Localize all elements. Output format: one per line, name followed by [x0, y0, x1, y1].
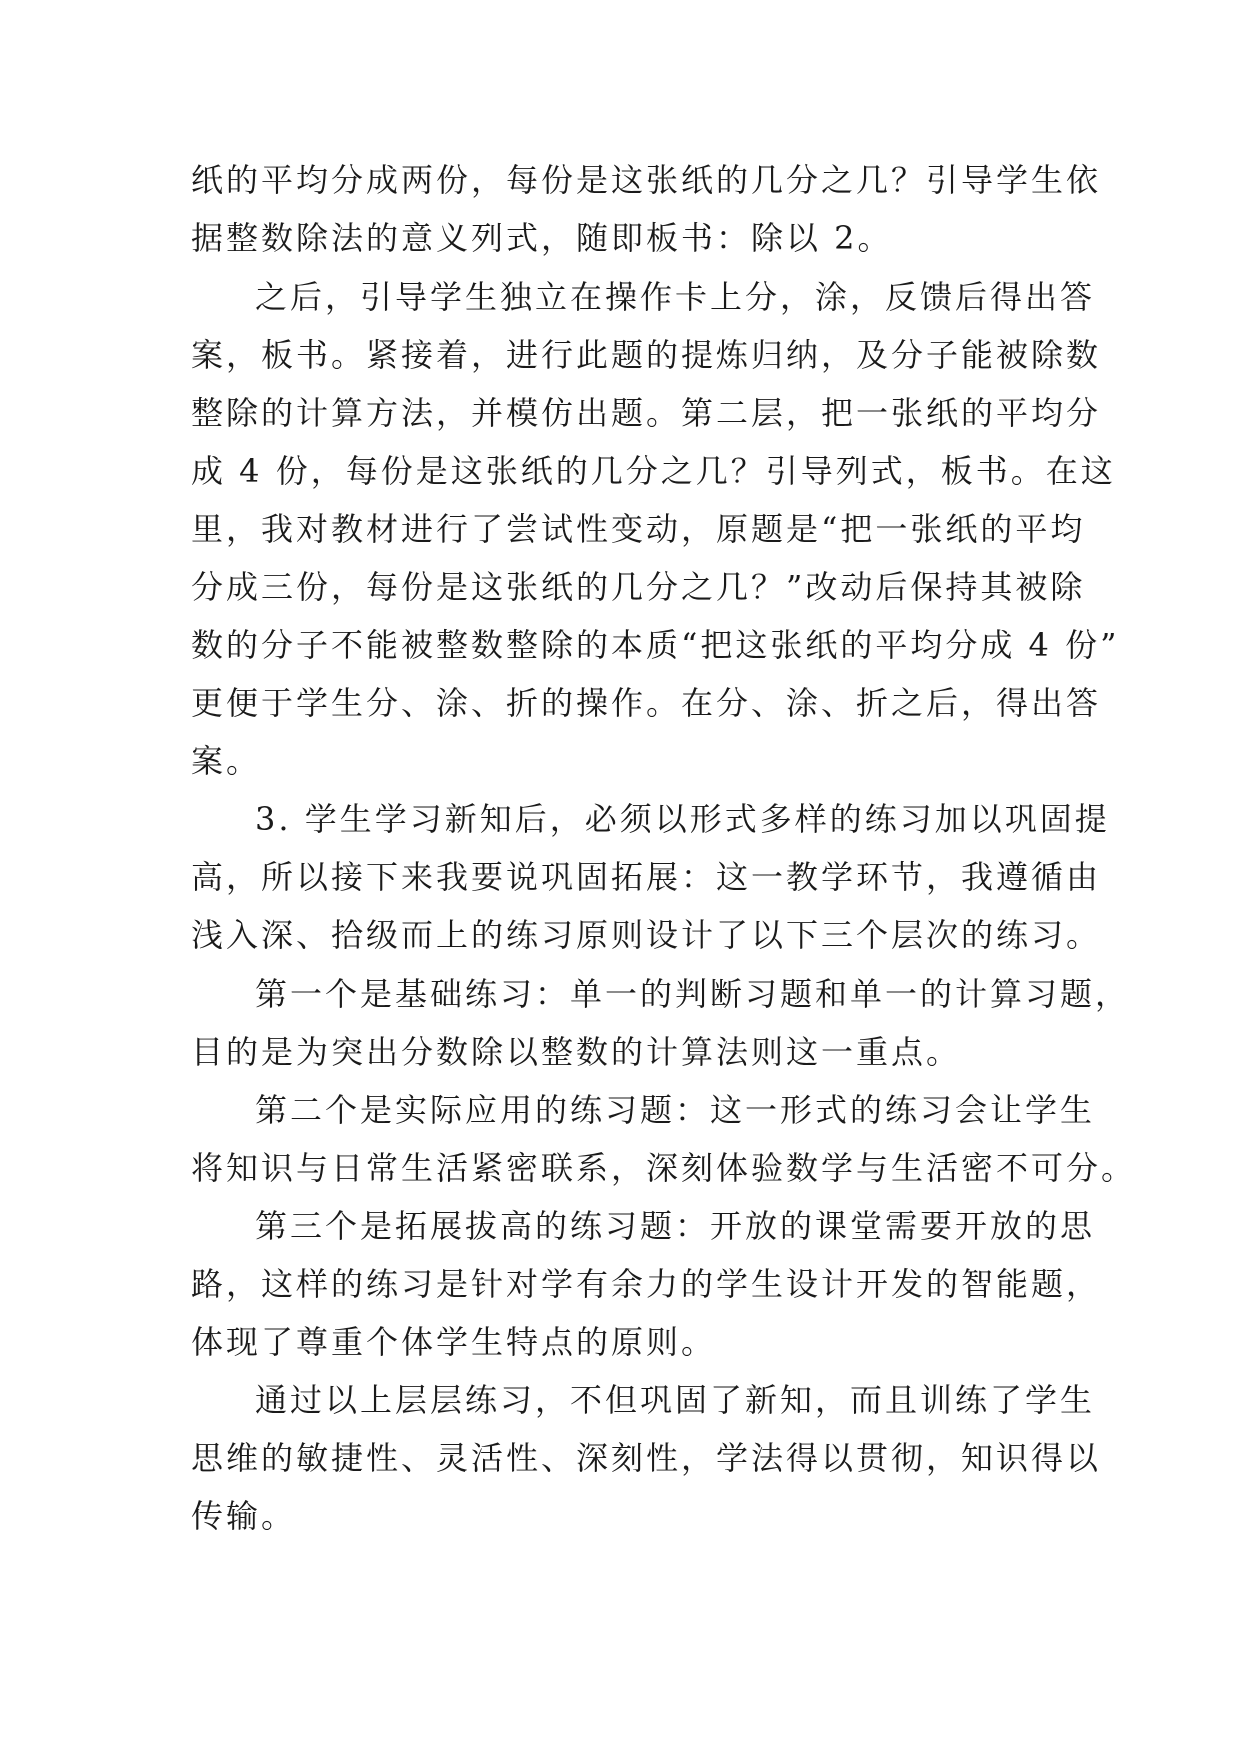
text-line: 整除的计算方法，并模仿出题。第二层，把一张纸的平均分 [191, 394, 1102, 432]
text-line: 目的是为突出分数除以整数的计算法则这一重点。 [191, 1033, 962, 1071]
paragraph-first-line: 通过以上层层练习，不但巩固了新知，而且训练了学生 [255, 1381, 1096, 1419]
text-line: 浅入深、拾级而上的练习原则设计了以下三个层次的练习。 [191, 916, 1102, 954]
text-line: 案，板书。紧接着，进行此题的提炼归纳，及分子能被除数 [191, 336, 1102, 374]
text-line: 成 4 份，每份是这张纸的几分之几？引导列式，板书。在这 [191, 452, 1116, 490]
paragraph-first-line: 第一个是基础练习：单一的判断习题和单一的计算习题， [255, 975, 1131, 1013]
text-line: 更便于学生分、涂、折的操作。在分、涂、折之后，得出答 [191, 684, 1102, 722]
text-line: 数的分子不能被整数整除的本质“把这张纸的平均分成 4 份” [191, 626, 1120, 664]
paragraph-first-line: 之后，引导学生独立在操作卡上分，涂，反馈后得出答 [255, 278, 1096, 316]
text-line: 传输。 [191, 1497, 297, 1535]
text-line: 思维的敏捷性、灵活性、深刻性，学法得以贯彻，知识得以 [191, 1439, 1102, 1477]
text-line: 案。 [191, 742, 262, 780]
paragraph-first-line: 3. 学生学习新知后，必须以形式多样的练习加以巩固提 [255, 800, 1110, 838]
text-line: 路，这样的练习是针对学有余力的学生设计开发的智能题， [191, 1265, 1102, 1303]
text-line: 高，所以接下来我要说巩固拓展：这一教学环节，我遵循由 [191, 858, 1102, 896]
paragraph-first-line: 第三个是拓展拔高的练习题：开放的课堂需要开放的思 [255, 1207, 1096, 1245]
text-line: 里，我对教材进行了尝试性变动，原题是“把一张纸的平均 [191, 510, 1086, 548]
paragraph-first-line: 第二个是实际应用的练习题：这一形式的练习会让学生 [255, 1091, 1096, 1129]
text-line: 分成三份，每份是这张纸的几分之几？”改动后保持其被除 [191, 568, 1086, 606]
text-line: 体现了尊重个体学生特点的原则。 [191, 1323, 717, 1361]
text-line: 纸的平均分成两份，每份是这张纸的几分之几？引导学生依 [191, 161, 1102, 199]
text-line: 将知识与日常生活紧密联系，深刻体验数学与生活密不可分。 [191, 1149, 1137, 1187]
text-line: 据整数除法的意义列式，随即板书：除以 2。 [191, 219, 893, 257]
